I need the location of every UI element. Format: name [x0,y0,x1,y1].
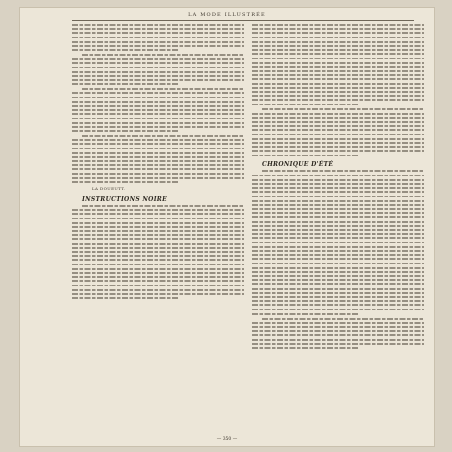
right-text-block-3 [252,170,424,314]
text-line [72,41,244,43]
text-line [72,280,244,282]
text-line [252,70,424,72]
text-line [252,296,424,298]
text-line [262,170,424,172]
text-line [252,216,424,218]
text-line [262,318,424,320]
text-line [72,289,244,291]
text-line [72,109,244,111]
text-line [252,339,424,341]
text-line [252,49,424,51]
left-column [72,24,244,432]
text-line [252,62,424,64]
text-line [72,126,244,128]
text-line [72,247,244,249]
text-line [252,113,424,115]
text-line [252,309,424,311]
text-line [72,230,244,232]
left-text-block-1 [72,24,244,51]
text-line [252,138,424,140]
text-line [252,343,424,345]
text-line [252,200,424,202]
text-line [252,221,424,223]
text-line [72,79,244,81]
text-line [252,233,424,235]
text-line [252,66,424,68]
masthead: LA MODE ILLUSTRÉE [188,12,266,18]
text-line [72,285,244,287]
text-line [252,183,424,185]
masthead-rule [72,20,414,21]
right-section-heading: CHRONIQUE D'ÉTÉ [262,161,334,169]
text-line [252,150,424,152]
text-line [252,267,424,269]
right-text-block-2 [252,108,424,156]
text-line [72,139,244,141]
text-line [72,148,244,150]
text-line [252,212,424,214]
text-line [252,125,424,127]
text-line [72,101,244,103]
text-line [252,300,424,302]
page-number: — 350 — [216,437,238,442]
text-line [252,225,424,227]
text-line [252,179,424,181]
text-line [252,275,424,277]
text-line [252,104,359,106]
left-text-block-3 [72,88,244,132]
text-line [252,237,424,239]
text-line [72,143,244,145]
text-line [252,78,424,80]
text-line [252,134,424,136]
text-line [72,226,244,228]
text-line [72,45,244,47]
right-text-block-4 [252,318,424,349]
text-line [72,113,244,115]
text-line [252,129,424,131]
text-line [252,283,424,285]
text-line [252,204,424,206]
text-line [252,288,424,290]
text-line [72,32,244,34]
right-text-block-1 [252,24,424,105]
text-line [252,83,424,85]
text-line [72,160,244,162]
left-text-block-4 [72,135,244,183]
left-text-block-5 [72,205,244,299]
text-line [252,326,424,328]
newspaper-page [20,8,434,446]
text-line [72,122,244,124]
text-line [82,88,244,90]
text-line [72,92,244,94]
text-line [252,142,424,144]
text-line [72,28,244,30]
text-line [262,108,424,110]
text-line [72,181,179,183]
text-line [252,250,424,252]
text-line [72,251,244,253]
text-line [72,222,244,224]
text-line [72,164,244,166]
left-section-heading: INSTRUCTIONS NOIRE [82,195,167,203]
text-line [252,271,424,273]
text-line [72,234,244,236]
right-column [252,24,424,432]
text-line [72,255,244,257]
text-line [72,276,244,278]
text-line [252,175,424,177]
text-line [82,205,244,207]
text-line [252,87,424,89]
text-line [252,32,424,34]
text-line [72,268,244,270]
text-line [252,258,424,260]
left-signature: LA DOUEUTT. [92,185,126,191]
text-line [252,187,424,189]
text-line [72,37,244,39]
text-line [72,213,244,215]
text-line [252,208,424,210]
text-line [72,168,244,170]
text-line [252,242,424,244]
text-line [252,313,359,315]
text-line [252,41,424,43]
text-line [252,246,424,248]
text-line [252,334,424,336]
text-line [252,322,424,324]
text-line [252,254,424,256]
text-line [82,135,244,137]
text-line [72,264,244,266]
text-line [72,105,244,107]
text-line [72,238,244,240]
text-line [252,292,424,294]
text-line [82,54,244,56]
text-line [72,62,244,64]
text-line [252,146,424,148]
left-text-block-2 [72,54,244,85]
text-line [252,121,424,123]
text-line [252,91,424,93]
text-line [72,218,244,220]
text-line [252,53,424,55]
text-line [72,118,244,120]
text-line [252,28,424,30]
text-line [72,177,244,179]
text-line [252,279,424,281]
text-line [72,71,244,73]
text-line [72,97,244,99]
text-line [72,67,244,69]
text-line [72,58,244,60]
text-line [72,243,244,245]
text-line [72,173,244,175]
text-line [252,37,424,39]
text-line [252,263,424,265]
text-line [252,155,359,157]
text-line [72,297,179,299]
text-line [72,75,244,77]
text-line [72,293,244,295]
text-line [72,49,179,51]
text-line [252,58,424,60]
text-line [72,130,179,132]
text-line [252,74,424,76]
text-line [252,229,424,231]
text-line [72,152,244,154]
text-line [72,209,244,211]
text-line [252,45,424,47]
text-line [72,156,244,158]
text-line [72,272,244,274]
text-line [252,24,424,26]
text-line [72,24,244,26]
text-line [252,95,424,97]
text-line [252,117,424,119]
text-line [252,191,424,193]
text-line [252,347,359,349]
text-line [252,196,424,198]
text-line [252,99,424,101]
text-line [252,304,424,306]
text-line [72,259,244,261]
text-line [72,83,179,85]
text-line [252,330,424,332]
